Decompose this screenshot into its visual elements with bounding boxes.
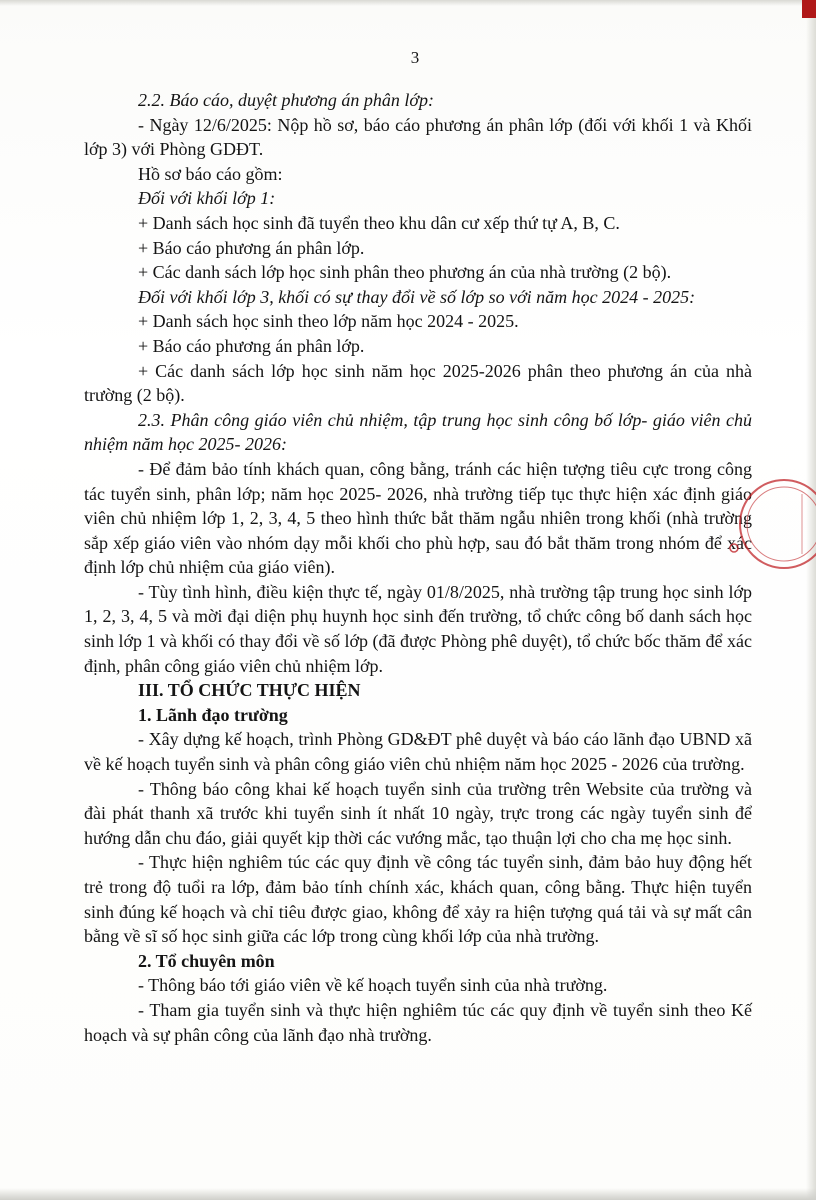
subheading-leadership: 1. Lãnh đạo trường: [138, 704, 288, 725]
paragraph-submission-date: - Ngày 12/6/2025: Nộp hồ sơ, báo cáo phương án phân lớp (đối với khối 1 và Khối lớp 3) với Phòng GDĐT.: [84, 114, 752, 160]
page-bottom-shadow: [0, 1188, 816, 1200]
section-heading-iii: III. TỔ CHỨC THỰC HIỆN: [138, 680, 361, 701]
paragraph: - Tham gia tuyển sinh và thực hiện nghiêm túc các quy định về tuyển sinh theo Kế hoạch và sự phân công của lãnh đạo nhà trường.: [84, 999, 752, 1045]
paragraph: - Để đảm bảo tính khách quan, công bằng, tránh các hiện tượng tiêu cực trong công tác tuyển sinh, phân lớp; năm học 2025- 2026, nhà trường tiếp tục thực hiện xác định giáo viên chủ nhiệm lớp 1, 2, 3, 4, 5 theo hình thức bắt thăm ngẫu nhiên trong khối (nhà trường sắp xếp giáo viên vào nhóm dạy mỗi khối cho phù hợp, sau đó bắt thăm trong nhóm để xác định lớp chủ nhiệm của giáo viên).: [84, 458, 752, 578]
paragraph-dossier-intro: Hồ sơ báo cáo gồm:: [138, 163, 283, 184]
list-item: + Danh sách học sinh theo lớp năm học 2024 - 2025.: [138, 311, 519, 332]
red-corner-mark: [802, 0, 816, 18]
heading-2-2: 2.2. Báo cáo, duyệt phương án phân lớp:: [138, 90, 434, 110]
subheading-professional-team: 2. Tổ chuyên môn: [138, 950, 275, 971]
paragraph: - Thực hiện nghiêm túc các quy định về công tác tuyển sinh, đảm bảo huy động hết trẻ trong độ tuổi ra lớp, đảm bảo tính chính xác, khách quan, công bằng. Thực hiện tuyển sinh đúng kế hoạch và chỉ tiêu được giao, không để xảy ra hiện tượng quá tải và sự mất cân bằng về sĩ số học sinh giữa các lớp trong cùng khối lớp của nhà trường.: [84, 852, 752, 947]
list-item: + Danh sách học sinh đã tuyển theo khu dân cư xếp thứ tự A, B, C.: [138, 212, 620, 233]
paragraph: - Thông báo công khai kế hoạch tuyển sinh của trường trên Website của trường và đài phát thanh xã trước khi tuyển sinh ít nhất 10 ngày, trực trong các ngày tuyển sinh để hướng dẫn chu đáo, giải quyết kịp thời các vướng mắc, tạo thuận lợi cho cha mẹ học sinh.: [84, 778, 752, 848]
heading-2-3: 2.3. Phân công giáo viên chủ nhiệm, tập trung học sinh công bố lớp- giáo viên chủ nhiệm năm học 2025- 2026:: [84, 409, 752, 455]
paragraph: - Tùy tình hình, điều kiện thực tế, ngày 01/8/2025, nhà trường tập trung học sinh lớp 1, 2, 3, 4, 5 và mời đại diện phụ huynh học sinh đến trường, tổ chức công bố danh sách học sinh lớp 1 và khối có thay đổi về số lớp (đã được Phòng phê duyệt), tổ chức bốc thăm để xác định, phân công giáo viên chủ nhiệm lớp.: [84, 581, 752, 676]
list-item: + Báo cáo phương án phân lớp.: [138, 237, 365, 258]
list-item: + Các danh sách lớp học sinh năm học 2025-2026 phân theo phương án của nhà trường (2 bộ).: [84, 360, 752, 406]
page-right-shadow: [806, 0, 816, 1200]
paragraph: - Xây dựng kế hoạch, trình Phòng GD&ĐT phê duyệt và báo cáo lãnh đạo UBND xã về kế hoạch tuyển sinh và phân công giáo viên chủ nhiệm năm học 2025 - 2026 của trường.: [84, 729, 752, 775]
page-top-shadow: [0, 0, 816, 6]
page-number: 3: [410, 48, 420, 67]
document-body: [84, 88, 752, 1047]
red-seal-stamp-fragment: [716, 476, 812, 572]
list-item: + Các danh sách lớp học sinh phân theo phương án của nhà trường (2 bộ).: [138, 262, 672, 283]
paragraph: - Thông báo tới giáo viên về kế hoạch tuyển sinh của nhà trường.: [138, 975, 608, 996]
list-item: + Báo cáo phương án phân lớp.: [138, 335, 365, 356]
subheading-grade-3: Đối với khối lớp 3, khối có sự thay đổi về số lớp so với năm học 2024 - 2025:: [138, 286, 696, 307]
subheading-grade-1: Đối với khối lớp 1:: [138, 188, 276, 209]
